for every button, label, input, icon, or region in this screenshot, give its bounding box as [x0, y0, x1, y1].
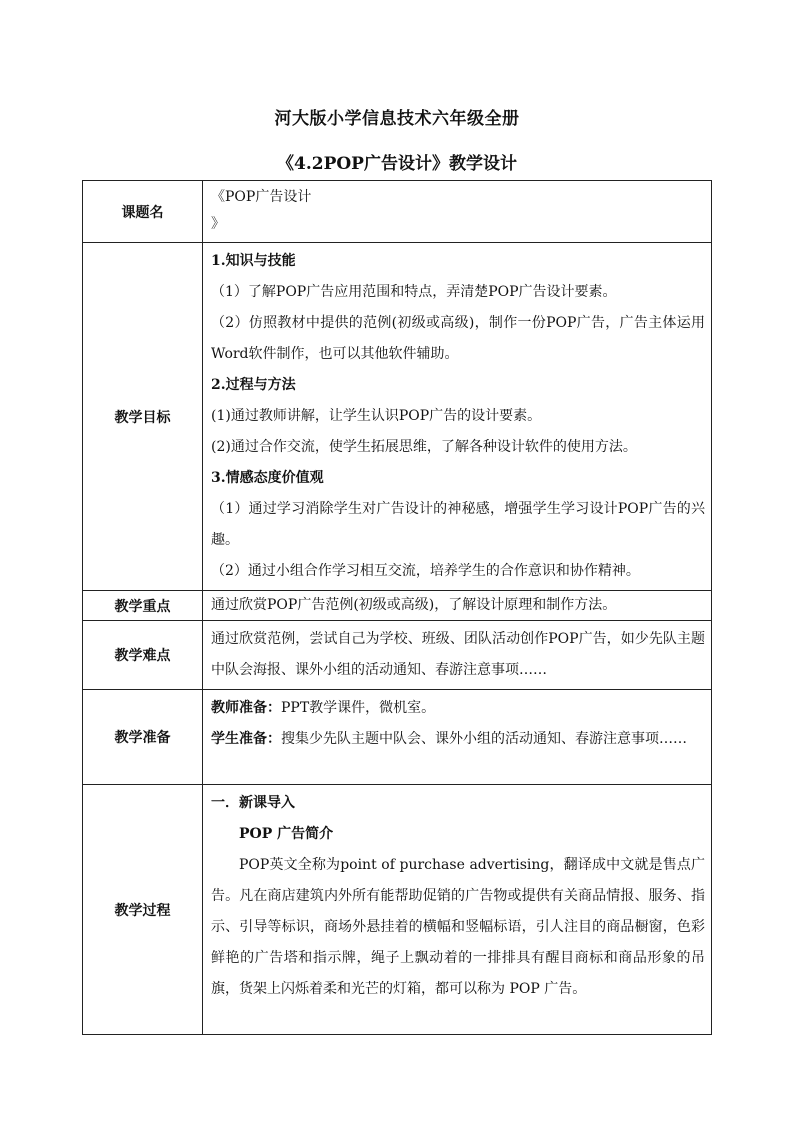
topic-line-2: 》 [211, 216, 225, 232]
goals-item-1: （1）了解POP广告应用范围和特点，弄清楚POP广告设计要素。 [211, 284, 617, 300]
student-prep-text: 搜集少先队主题中队会、课外小组的活动通知、春游注意事项…… [281, 731, 687, 747]
process-paragraph: POP英文全称为point of purchase advertising，翻译成中文就是售点广告。凡在商店建筑内外所有能帮助促销的广告物或提供有关商品情报、服务、指示、引导等标识，商场外悬挂着的横幅和竖幅标语，引人注目的商品橱窗，色彩鲜艳的广告塔和指示牌，绳子上飘动着的一排排具有醒目商标和商品形象的吊旗，货架上闪烁着柔和光芒的灯箱，都可以称为 POP 广告。 [211, 857, 705, 997]
label-goals: 教学目标 [83, 243, 203, 591]
lesson-plan-table [82, 180, 712, 1035]
content-process [203, 785, 712, 1035]
label-topic: 课题名 [83, 181, 203, 243]
teacher-prep-label: 教师准备： [211, 700, 281, 716]
content-goals [203, 243, 712, 591]
process-section-heading: 一．新课导入 [211, 795, 295, 811]
label-preparation: 教学准备 [83, 690, 203, 785]
goals-item-5: （1）通过学习消除学生对广告设计的神秘感，增强学生学习设计POP广告的兴趣。 [211, 501, 705, 548]
content-key-points: 通过欣赏POP广告范例(初级或高级)，了解设计原理和制作方法。 [203, 591, 712, 621]
row-key-points [83, 591, 712, 621]
row-difficulty [83, 621, 712, 690]
label-process: 教学过程 [83, 785, 203, 1035]
student-prep [211, 724, 705, 755]
row-goals [83, 243, 712, 591]
goals-item-3: (1)通过教师讲解，让学生认识POP广告的设计要素。 [211, 408, 542, 424]
content-difficulty: 通过欣赏范例，尝试自己为学校、班级、团队活动创作POP广告，如少先队主题中队会海报、课外小组的活动通知、春游注意事项…… [203, 621, 712, 690]
document-subtitle: 《4.2POP广告设计》教学设计 [277, 154, 517, 174]
label-key-points: 教学重点 [83, 591, 203, 621]
content-preparation [203, 690, 712, 785]
goals-item-4: (2)通过合作交流，使学生拓展思维，了解各种设计软件的使用方法。 [211, 439, 637, 455]
content-topic [203, 181, 712, 243]
teacher-prep-text: PPT教学课件，微机室。 [281, 700, 436, 716]
goals-heading-3: 3.情感态度价值观 [211, 470, 324, 486]
document-title: 河大版小学信息技术六年级全册 [274, 109, 520, 129]
goals-item-6: （2）通过小组合作学习相互交流，培养学生的合作意识和协作精神。 [211, 563, 640, 579]
student-prep-label: 学生准备： [211, 731, 281, 747]
teacher-prep [211, 693, 705, 724]
goals-heading-2: 2.过程与方法 [211, 377, 296, 393]
label-difficulty: 教学难点 [83, 621, 203, 690]
goals-item-2: （2）仿照教材中提供的范例(初级或高级)，制作一份POP广告，广告主体运用Word软件制作，也可以其他软件辅助。 [211, 315, 705, 362]
row-process [83, 785, 712, 1035]
goals-heading-1: 1.知识与技能 [211, 253, 296, 269]
row-topic [83, 181, 712, 243]
row-preparation [83, 690, 712, 785]
process-subtitle: POP 广告简介 [239, 826, 334, 842]
topic-line-1: 《POP广告设计 [211, 189, 312, 205]
